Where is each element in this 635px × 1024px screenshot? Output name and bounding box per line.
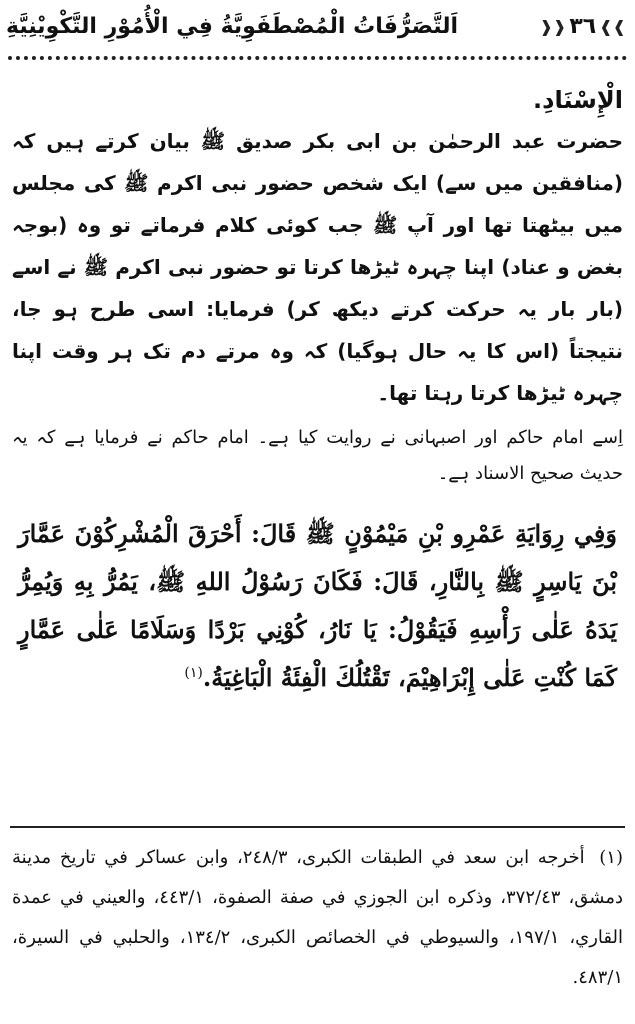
isnad-line: الْإِسْنَادِ.	[533, 86, 623, 114]
footnote	[12, 838, 623, 998]
main-text	[12, 80, 623, 702]
urdu-translation: حضرت عبد الرحمٰن بن ابی بکر صدیق ﷺ بیان کرتے ہیں کہ (منافقین میں سے) ایک شخص حضور نبی اکرم ﷺ کی مجلس میں بیٹھتا تھا اور آپ ﷺ جب کوئی کلام فرماتے تو وہ (بوجہ بغض و عناد) اپنا چہرہ ٹیڑھا کرتا تو حضور نبی اکرم ﷺ نے اسے (بار بار یہ حرکت کرتے دیکھ کر) فرمایا: اسی طرح ہو جا، نتیجتاً (اس کا یہ حال ہوگیا) کہ وہ مرتے دم تک ہر وقت اپنا چہرہ ٹیڑھا کرتا رہتا تھا۔	[12, 129, 623, 405]
urdu-narration-note: اِسے امام حاکم اور اصبہانی نے روایت کیا ہے۔ امام حاکم نے فرمایا ہے کہ یہ حدیث صحیح الاسناد ہے۔	[12, 427, 623, 484]
arabic-hadith-text: وَفِي رِوَايَةِ عَمْرِو بْنِ مَيْمُوْنٍ ﷺ قَالَ: أَحْرَقَ الْمُشْرِكُوْنَ عَمَّارَ بْنَ يَاسِرٍ ﷺ بِالنَّارِ، قَالَ: فَكَانَ رَسُوْلُ اللهِ ﷺ، يَمُرُّ بِهِ وَيُمِرُّ يَدَهُ عَلٰى رَأْسِهِ فَيَقُوْلُ: يَا نَارُ، كُوْنِي بَرْدًا وَسَلَامًا عَلٰى عَمَّارٍ كَمَا كُنْتِ عَلٰى إِبْرَاهِيْمَ، تَقْتُلُكَ الْفِئَةُ الْبَاغِيَةُ.	[18, 519, 617, 692]
running-title: اَلتَّصَرُّفَاتُ الْمُصْطَفَوِيَّةُ فِي الْأُمُوْرِ التَّكْوِيْنِيَّةِ	[6, 13, 459, 39]
footnote-marker: (١)	[599, 847, 623, 868]
page-number-box	[537, 14, 629, 39]
page-number: ٣٦	[569, 13, 597, 39]
right-ornament: ❰❰	[539, 16, 567, 36]
arabic-hadith	[12, 510, 623, 702]
left-ornament: ❱❱	[599, 16, 626, 36]
footnote-text: أخرجه ابن سعد في الطبقات الكبرى، ٢٤٨/٣، وابن عساكر في تاريخ مدينة دمشق، ٣٧٢/٤٣، وذكره ابن الجوزي في صفة الصفوة، ٤٤٣/١، والعيني في عمدة القاري، ١٩٧/١، والسيوطي في الخصائص الكبرى، ١٣٤/٢، والحلبي في السيرة، ٤٨٣/١.	[12, 847, 623, 988]
footnote-divider	[10, 826, 625, 828]
footnote-reference[interactable]: (١)	[184, 665, 203, 681]
header-divider	[8, 56, 627, 60]
page-header	[6, 6, 629, 46]
